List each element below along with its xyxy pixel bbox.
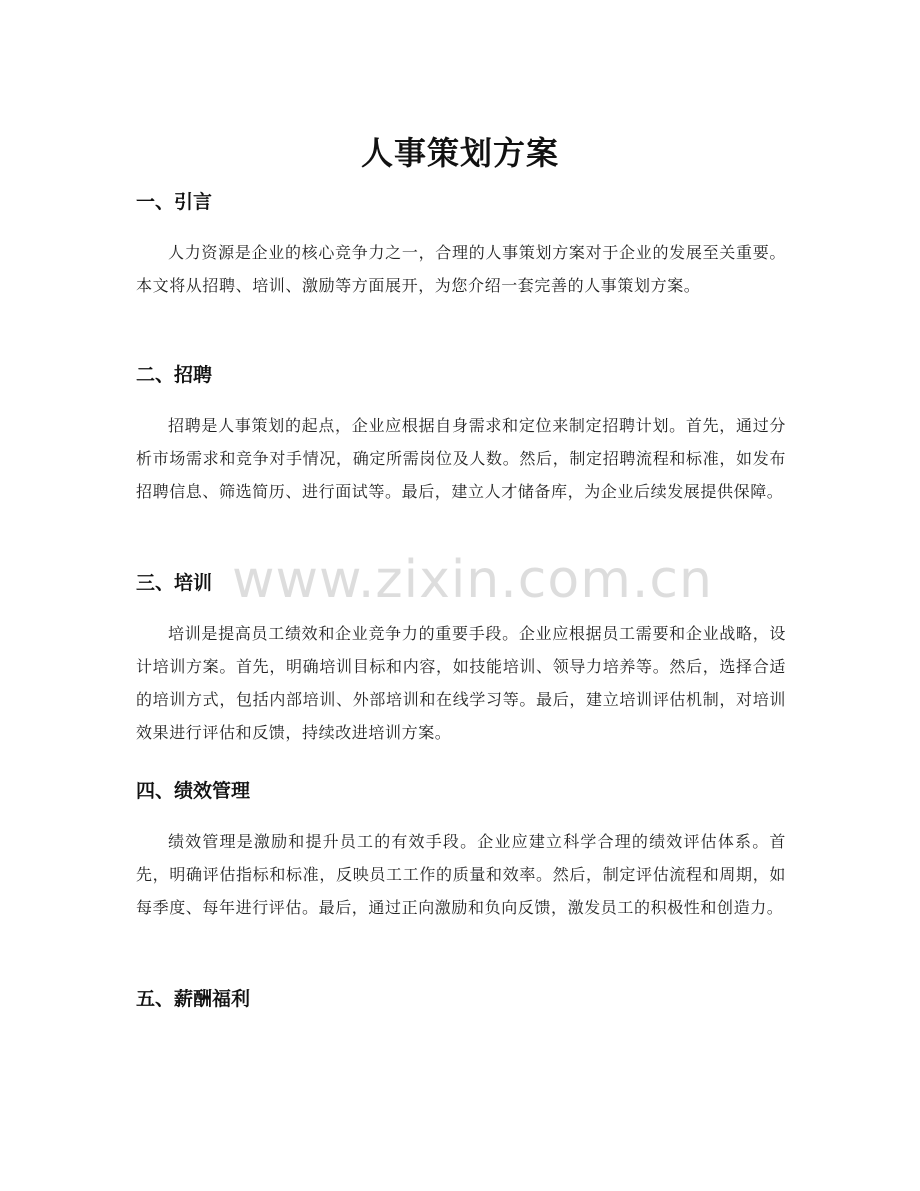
section-training xyxy=(136,568,786,749)
section-performance-management xyxy=(136,776,786,924)
section-heading: 五、薪酬福利 xyxy=(136,988,251,1010)
section-heading: 二、招聘 xyxy=(136,364,213,386)
page-title: 人事策划方案 xyxy=(360,134,559,173)
section-heading: 三、培训 xyxy=(136,572,213,594)
section-paragraph: 培训是提高员工绩效和企业竞争力的重要手段。企业应根据员工需要和企业战略，设计培训方案。首先，明确培训目标和内容，如技能培训、领导力培养等。然后，选择合适的培训方式，包括内部培训、外部培训和在线学习等。最后，建立培训评估机制，对培训效果进行评估和反馈，持续改进培训方案。 xyxy=(136,624,786,742)
watermark: www.zixin.com.cn xyxy=(232,550,713,610)
section-paragraph: 人力资源是企业的核心竞争力之一，合理的人事策划方案对于企业的发展至关重要。本文将从招聘、培训、激励等方面展开，为您介绍一套完善的人事策划方案。 xyxy=(136,243,786,295)
section-paragraph: 绩效管理是激励和提升员工的有效手段。企业应建立科学合理的绩效评估体系。首先，明确评估指标和标准，反映员工工作的质量和效率。然后，制定评估流程和周期，如每季度、每年进行评估。最后，通过正向激励和负向反馈，激发员工的积极性和创造力。 xyxy=(136,832,786,917)
section-compensation-benefits xyxy=(136,984,786,1014)
section-heading: 一、引言 xyxy=(136,191,213,213)
section-heading: 四、绩效管理 xyxy=(136,780,251,802)
section-paragraph: 招聘是人事策划的起点，企业应根据自身需求和定位来制定招聘计划。首先，通过分析市场需求和竞争对手情况，确定所需岗位及人数。然后，制定招聘流程和标准，如发布招聘信息、筛选简历、进行面试等。最后，建立人才储备库，为企业后续发展提供保障。 xyxy=(136,416,786,501)
section-recruitment xyxy=(136,360,786,508)
section-introduction xyxy=(136,187,786,302)
